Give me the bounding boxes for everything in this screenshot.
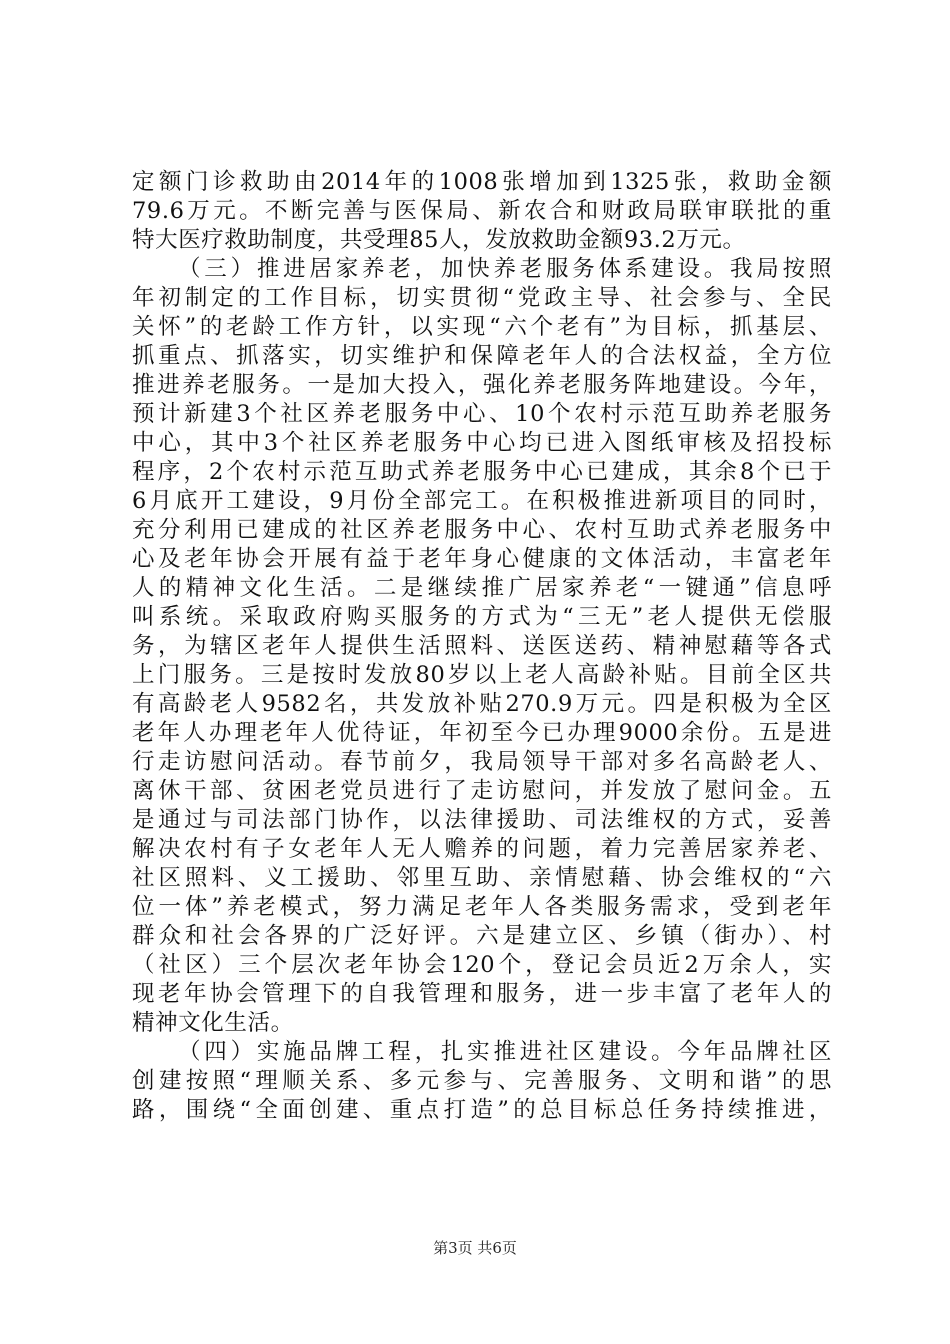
text-line: 创建按照“理顺关系、多元参与、完善服务、文明和谐”的思 — [132, 1068, 832, 1094]
text-line: 年初制定的工作目标，切实贯彻“党政主导、社会参与、全民 — [132, 285, 832, 311]
text-line: 79.6万元。不断完善与医保局、新农合和财政局联审联批的重 — [132, 198, 832, 224]
text-line: 人的精神文化生活。二是继续推广居家养老“一键通”信息呼 — [132, 575, 832, 601]
text-line: 充分利用已建成的社区养老服务中心、农村互助式养老服务中 — [132, 517, 832, 543]
text-line: 定额门诊救助由2014年的1008张增加到1325张，救助金额 — [132, 169, 832, 195]
page-footer: 第3页 共6页 — [433, 1239, 517, 1257]
text-line: 叫系统。采取政府购买服务的方式为“三无”老人提供无偿服 — [132, 604, 832, 630]
text-line: 务，为辖区老年人提供生活照料、送医送药、精神慰藉等各式 — [132, 633, 832, 659]
document-body — [132, 168, 832, 1125]
text-line: 程序，2个农村示范互助式养老服务中心已建成，其余8个已于 — [132, 459, 832, 485]
text-line: 心及老年协会开展有益于老年身心健康的文体活动，丰富老年 — [132, 546, 832, 572]
text-line: 解决农村有子女老年人无人赡养的问题，着力完善居家养老、 — [132, 836, 832, 862]
text-line: 推进养老服务。一是加大投入，强化养老服务阵地建设。今年， — [132, 372, 832, 398]
text-line: 是通过与司法部门协作，以法律援助、司法维权的方式，妥善 — [132, 807, 832, 833]
text-line: 上门服务。三是按时发放80岁以上老人高龄补贴。目前全区共 — [132, 662, 832, 688]
text-line: 行走访慰问活动。春节前夕，我局领导干部对多名高龄老人、 — [132, 749, 832, 775]
text-line: 关怀”的老龄工作方针，以实现“六个老有”为目标，抓基层、 — [132, 314, 832, 340]
text-line: 位一体”养老模式，努力满足老年人各类服务需求，受到老年 — [132, 894, 832, 920]
text-line: 老年人办理老年人优待证，年初至今已办理9000余份。五是进 — [132, 720, 832, 746]
text-line: 有高龄老人9582名，共发放补贴270.9万元。四是积极为全区 — [132, 691, 832, 717]
text-line: 路，围绕“全面创建、重点打造”的总目标总任务持续推进， — [132, 1097, 832, 1123]
text-line: 6月底开工建设，9月份全部完工。在积极推进新项目的同时， — [132, 488, 832, 514]
paragraph-start-line: （三）推进居家养老，加快养老服务体系建设。我局按照 — [178, 256, 832, 282]
text-line: 离休干部、贫困老党员进行了走访慰问，并发放了慰问金。五 — [132, 778, 832, 804]
paragraph-start-line: （四）实施品牌工程，扎实推进社区建设。今年品牌社区 — [178, 1039, 832, 1065]
text-line: 抓重点、抓落实，切实维护和保障老年人的合法权益，全方位 — [132, 343, 832, 369]
text-line: 中心，其中3个社区养老服务中心均已进入图纸审核及招投标 — [132, 430, 832, 456]
text-line: 预计新建3个社区养老服务中心、10个农村示范互助养老服务 — [132, 401, 832, 427]
text-line: 社区照料、义工援助、邻里互助、亲情慰藉、协会维权的“六 — [132, 865, 832, 891]
text-line: 精神文化生活。 — [132, 1010, 294, 1036]
text-line: （社区）三个层次老年协会120个，登记会员近2万余人，实 — [132, 952, 832, 978]
text-line: 现老年协会管理下的自我管理和服务，进一步丰富了老年人的 — [132, 981, 832, 1007]
text-line: 群众和社会各界的广泛好评。六是建立区、乡镇（街办）、村 — [132, 923, 832, 949]
text-line: 特大医疗救助制度，共受理85人，发放救助金额93.2万元。 — [132, 227, 746, 253]
